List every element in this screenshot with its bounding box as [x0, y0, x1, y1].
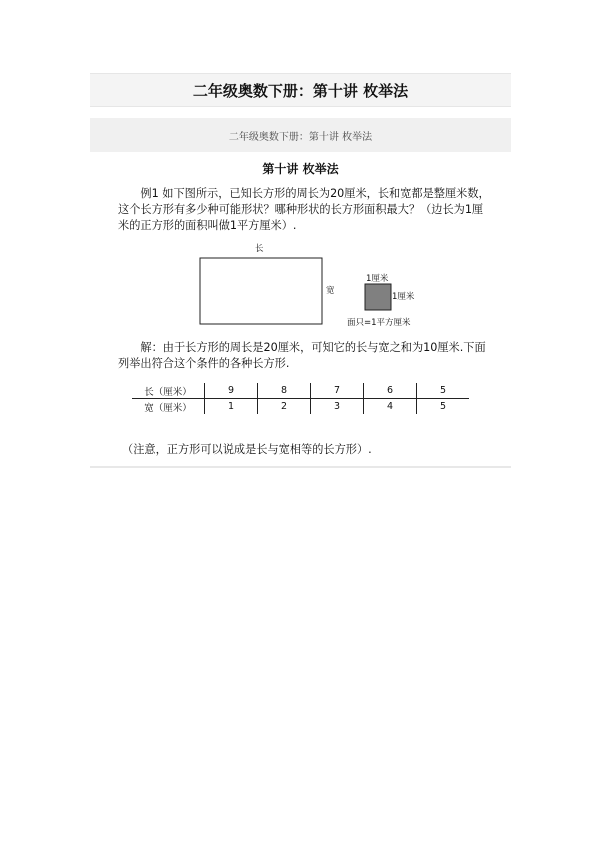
table-cell: 1: [205, 399, 258, 415]
content-panel: [90, 118, 511, 468]
table-cell: 5: [417, 399, 470, 415]
rect-length-label: 长: [255, 244, 264, 254]
table-cell: 6: [364, 383, 417, 399]
panel-header-text: 二年级奥数下册：第十讲 枚举法: [228, 131, 373, 143]
panel-body: [90, 152, 511, 466]
solution-paragraph: 解：由于长方形的周长是20厘米，可知它的长与宽之和为10厘米.下面列举出符合这个条件的各种长方形.: [118, 341, 486, 370]
table-row: [132, 383, 469, 399]
figure: [90, 244, 511, 334]
table-row: [132, 399, 469, 415]
rectangle-shape: [200, 258, 322, 324]
row-header-width: 宽（厘米）: [144, 402, 192, 414]
table-cell: 9: [205, 383, 258, 399]
row-header-length: 长（厘米）: [132, 383, 205, 399]
table-cell: 7: [311, 383, 364, 399]
page-title: 二年级奥数下册：第十讲 枚举法: [192, 81, 409, 100]
table-cell: 4: [364, 399, 417, 415]
table-cell: 2: [258, 399, 311, 415]
square-top-label: 1厘米: [366, 274, 389, 284]
enumeration-table: [132, 383, 469, 414]
square-side-label: 1厘米: [392, 292, 415, 302]
panel-header: [90, 118, 511, 152]
square-area-label: 面只=1平方厘米: [347, 318, 411, 328]
rect-width-label: 宽: [326, 286, 335, 296]
table-cell: 8: [258, 383, 311, 399]
table-cell: 5: [417, 383, 470, 399]
figure-drawing: [90, 244, 511, 334]
note-paragraph: （注意，正方形可以说成是长与宽相等的长方形）.: [122, 443, 372, 456]
unit-square-shape: [365, 284, 391, 310]
page-title-bar: [90, 73, 511, 107]
example-paragraph: 例1 如下图所示，已知长方形的周长为20厘米，长和宽都是整厘米数，这个长方形有多少种可能形状？哪种形状的长方形面积最大？（边长为1厘米的正方形的面积叫做1平方厘米）.: [118, 187, 490, 232]
table-cell: 3: [311, 399, 364, 415]
lecture-title: 第十讲 枚举法: [262, 162, 339, 176]
